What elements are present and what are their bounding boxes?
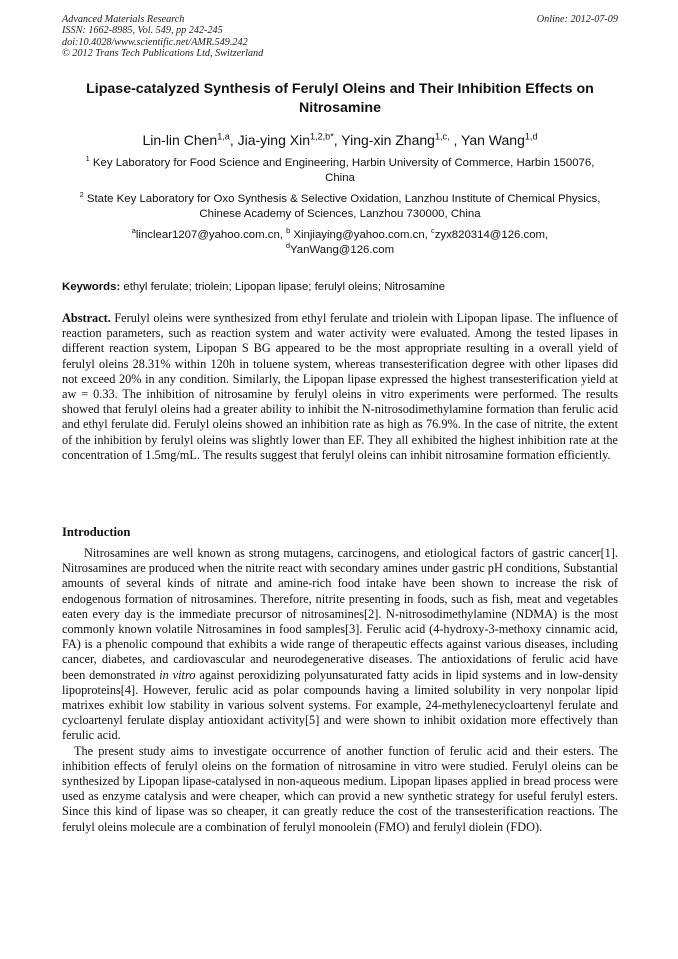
journal-name: Advanced Materials Research xyxy=(62,14,185,25)
email-link[interactable]: linclear1207@yahoo.com.cn, xyxy=(135,229,287,241)
keywords-label: Keywords: xyxy=(62,281,121,293)
email-list: $^a$linclear1207@yahoo.com.cn, $^b$ Xinjiaying@yahoo.com.cn, $^c$zyx820314@126.com, $^d$YanWang@126.com xyxy=(131,226,549,257)
author-name: Yan Wang xyxy=(461,132,525,148)
affiliation-2 xyxy=(70,192,610,222)
abstract xyxy=(62,311,618,463)
affiliation-number: 2 xyxy=(79,190,84,200)
intro-paragraph-1: Nitrosamines are well known as strong mutagens, carcinogens, and etiological factors of gastric cancer[1]. Nitrosamines are produced when the nitrite react with secondary amines under gastric pH conditions, Substantial amounts of several kinds of nitrate and amine-rich food intake have been shown to increase the risk of endogenous formation of nitrosamines. Therefore, nitrite presenting in foods, such as fish, meat and vegetables eaten every day is the immediate precursor of nitrosamines[2]. N-nitrosodimethylamine (NDMA) is the most commonly known volatile Nitrosamines in food samples[3]. Ferulic acid (4-hydroxy-3-methoxy cinnamic acid, FA) is a phenolic compound that exhibits a wide range of therapeutic effects against various diseases, including cancer, diabetes, and cardiovascular and neurodegenerative diseases. The antioxidations of ferulic acid have been demonstrated in vitro against peroxidizing polyunsaturated fatty acids in lipid systems and in low-density lipoproteins[4]. However, ferulic acid as polar compounds having a limited solubility in very nonpolar lipid matrixes exhibit low stability in various solvent systems. For example, 24-methylenecycloartenyl ferulate and cycloartenyl ferulate display antioxidant activity[5] and were shown to inhibit oxidation more effectively than ferulic acid. xyxy=(62,546,618,743)
abstract-label: Abstract. xyxy=(62,311,111,325)
introduction-body xyxy=(62,546,618,835)
journal-header xyxy=(62,14,618,60)
affiliation-text: State Key Laboratory for Oxo Synthesis & Selective Oxidation, Lanzhou Institute of Chemical Physics, Chinese Academy of Sciences, Lanzhou 730000, China xyxy=(86,193,601,221)
author-affil-marker: 1,2,b* xyxy=(310,131,334,142)
affiliation-1 xyxy=(70,156,610,186)
email-link[interactable]: Xinjiaying@yahoo.com.cn, xyxy=(290,229,431,241)
abstract-text: Ferulyl oleins were synthesized from ethyl ferulate and triolein with Lipopan lipase. The influence of reaction parameters, such as reaction system and water activity were evaluated. Among the tested lipases in different reaction system, Lipopan S BG appeared to be the most appropriate resulting in a overall yield of ferulyl oleins 28.31% within 120h in toluene system, whereas transesterification degree with other lipases did not exceed 20% in any condition. Similarly, the Lipopan lipase expressed the highest transesterification yield at aw = 0.33. The inhibition of nitrosamine by ferulyl oleins in vitro experiments were performed. The results showed that ferulyl oleins had a greater ability to inhibit the N-nitrosodimethylamine formation than ferulic acid and ethyl ferulate did. Ferulyl oleins showed an inhibition rate as high as 76.9%. In the case of nitrite, the extent of the inhibition by ferulyl oleins was slightly lower than EF. They all exhibited the highest inhibition rate at the concentration of 1.5mg/mL. The results suggest that ferulyl oleins can inhibit nitrosamine formation efficiently. xyxy=(62,311,618,462)
email-link[interactable]: zyx820314@126.com, xyxy=(434,229,549,241)
author-affil-marker: 1,c, xyxy=(434,131,450,142)
author-name: Lin-lin Chen xyxy=(142,132,218,148)
keywords xyxy=(62,280,618,295)
issn-line: ISSN: 1662-8985, Vol. 549, pp 242-245 xyxy=(62,25,223,37)
intro-paragraph-2: The present study aims to investigate occurrence of another function of ferulic acid and their esters. The inhibition effects of ferulyl oleins on the formation of nitrosamine in vitro were studied. Ferulyl oleins can be synthesized by Lipopan lipase-catalysed in non-aqueous medium. Lipopan lipases applied in bread process were used as enzyme catalysis and were cheaper, which can provid a new synthetic strategy for useful ferulyl esters. Since this kind of lipase was so cheaper, it can greatly reduce the cost of the transesterification reactions. The ferulyl oleins molecule are a combination of ferulyl monoolein (FMO) and ferulyl diolein (FDO). xyxy=(62,743,618,834)
online-date: Online: 2012-07-09 xyxy=(536,14,618,25)
copyright-line: © 2012 Trans Tech Publications Ltd, Switzerland xyxy=(62,48,264,60)
paper-title: Lipase-catalyzed Synthesis of Ferulyl Oleins and Their Inhibition Effects on Nitrosamine xyxy=(86,81,594,116)
author-name: Ying-xin Zhang xyxy=(341,132,435,148)
section-heading-introduction: Introduction xyxy=(62,525,131,539)
keywords-text: ethyl ferulate; triolein; Lipopan lipase; ferulyl oleins; Nitrosamine xyxy=(120,281,446,293)
author-list: Lin-lin Chen$^{1,a}$, Jia-ying Xin$^{1,2,b*}$, Ying-xin Zhang$^{1,c,}$ , Yan Wang$^{1,d}$ xyxy=(142,131,538,148)
affiliation-number: 1 xyxy=(85,154,90,164)
author-affil-marker: 1,a xyxy=(217,131,230,142)
email-link[interactable]: YanWang@126.com xyxy=(290,244,395,257)
affiliation-text: Key Laboratory for Food Science and Engineering, Harbin University of Commerce, Harbin 150076, China xyxy=(92,157,595,185)
doi-line: doi:10.4028/www.scientific.net/AMR.549.242 xyxy=(62,36,248,48)
author-affil-marker: 1,d xyxy=(524,131,538,142)
author-name: Jia-ying Xin xyxy=(237,132,310,148)
